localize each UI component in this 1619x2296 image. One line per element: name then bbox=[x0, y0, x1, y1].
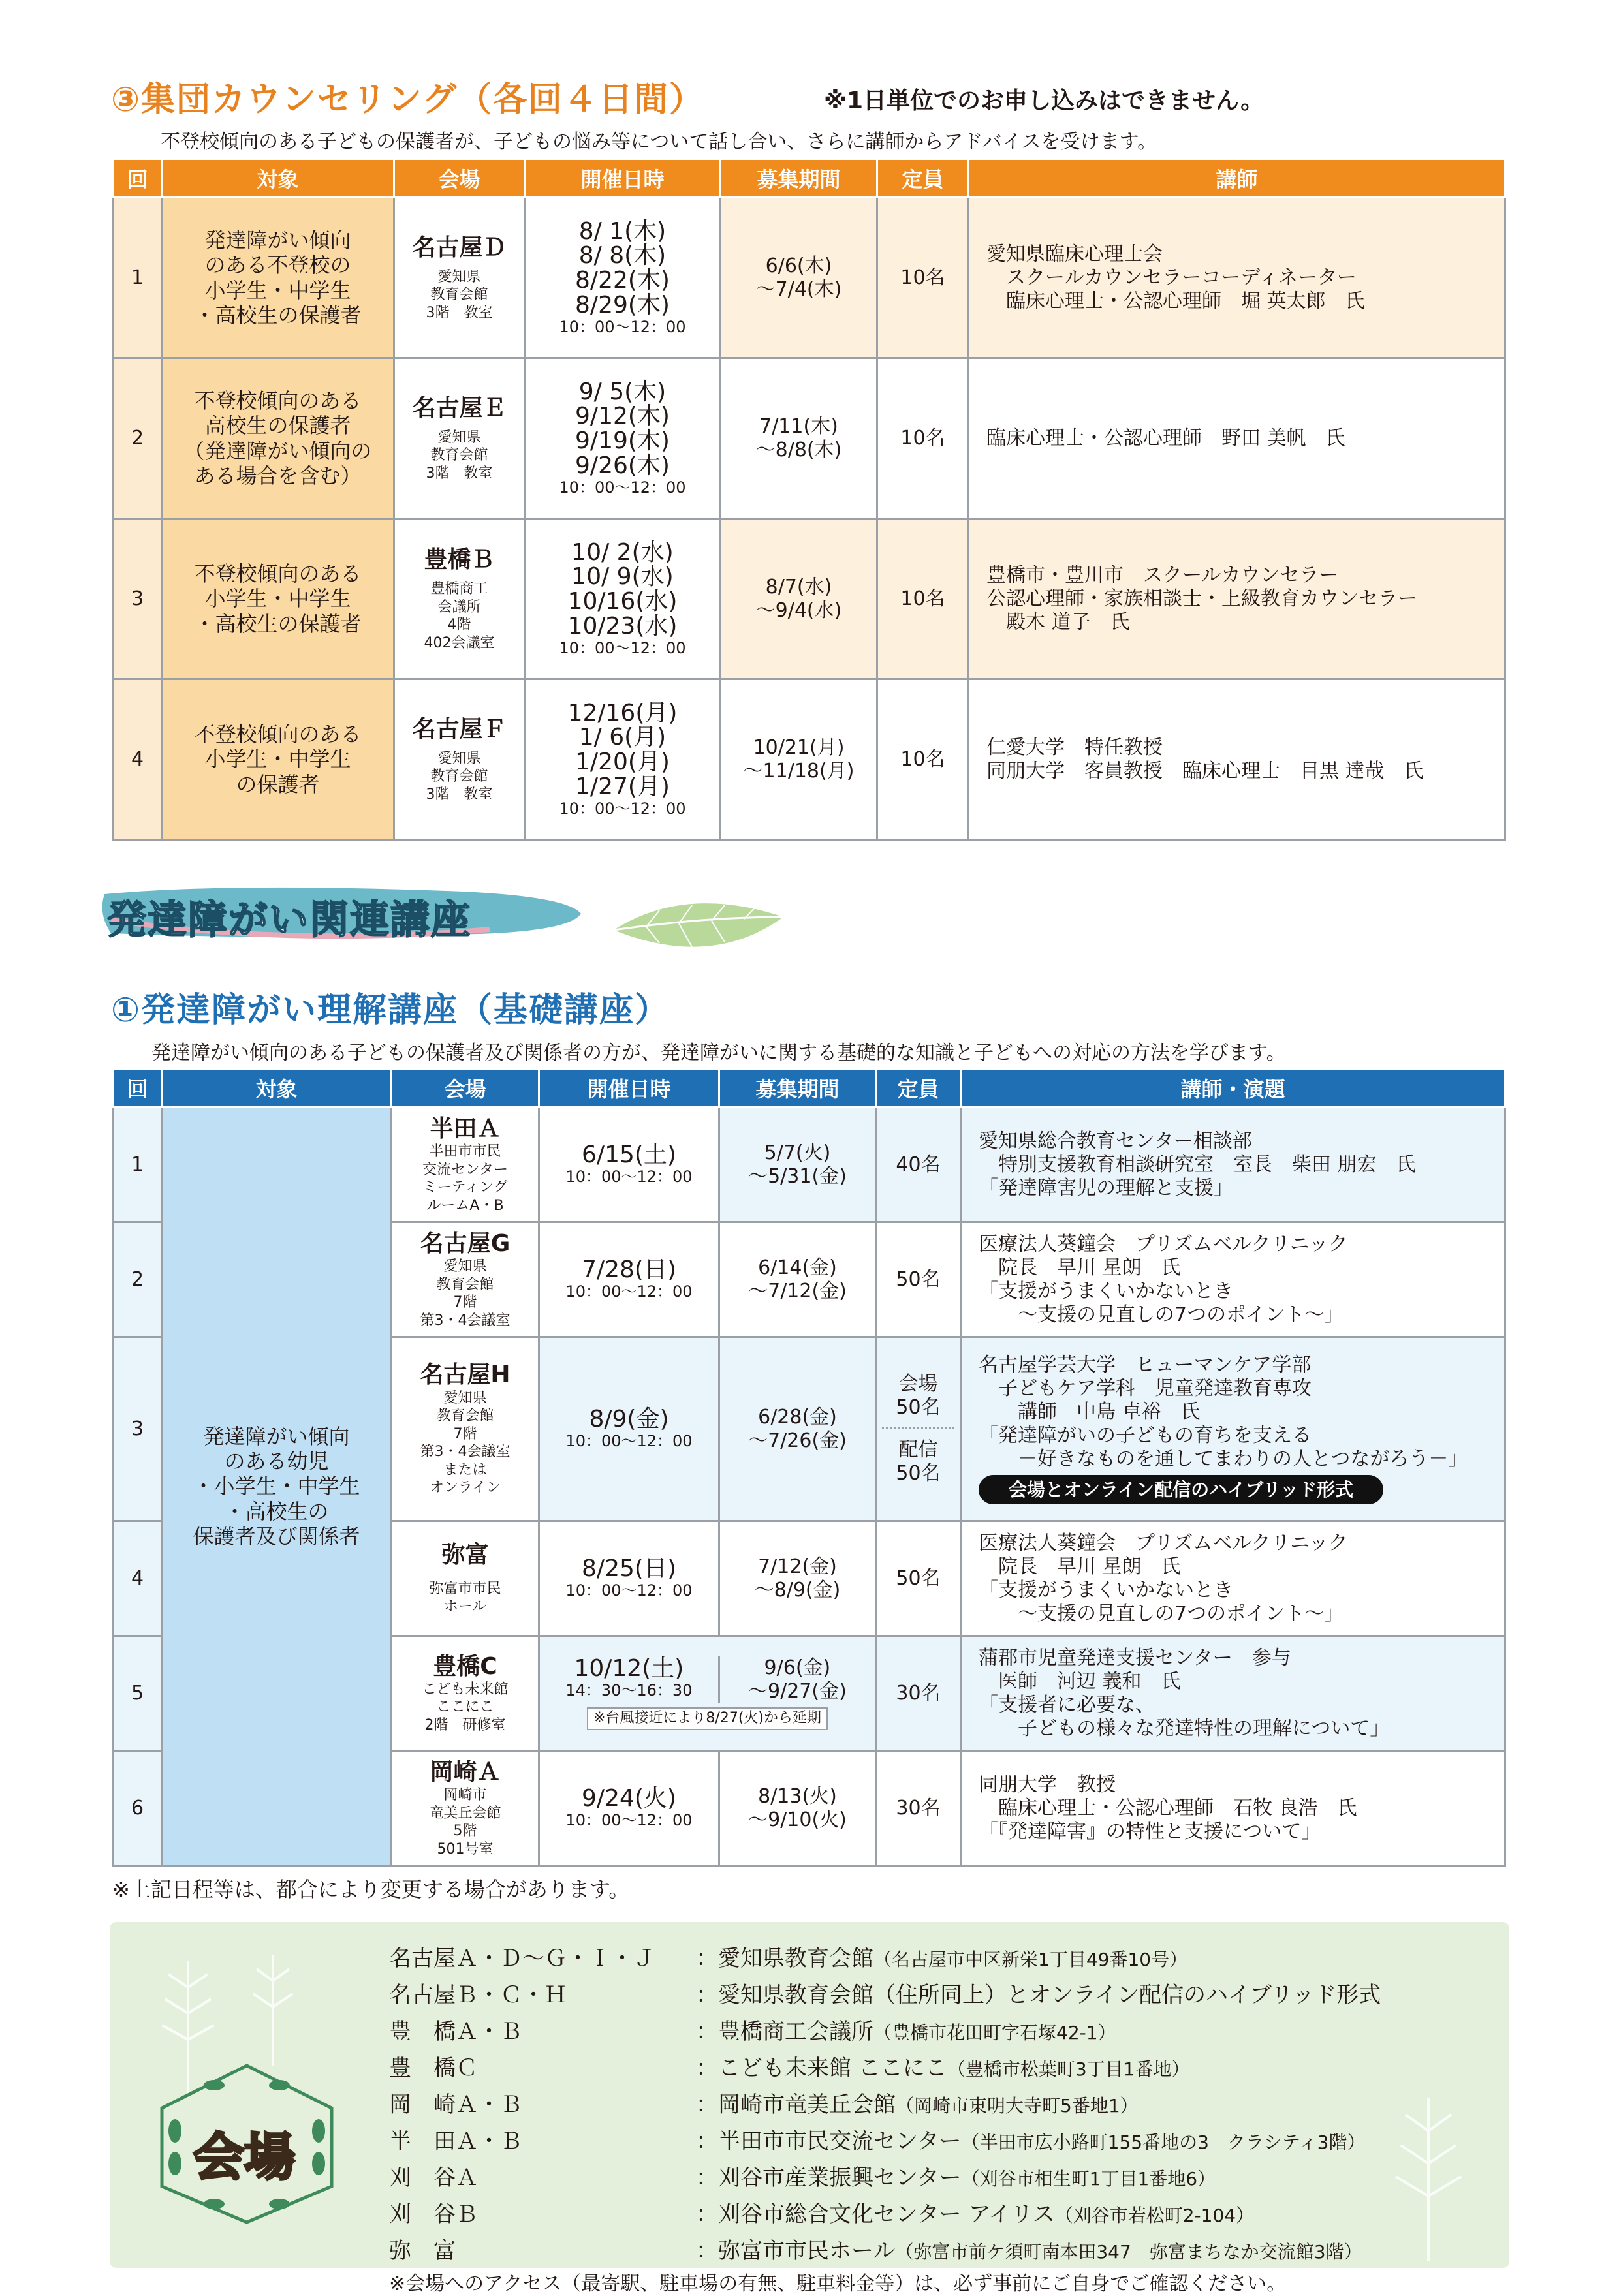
period-line: 〜11/18(月) bbox=[743, 759, 855, 783]
lecturer-cell bbox=[969, 519, 1505, 679]
capacity-line: 配信 bbox=[898, 1438, 938, 1461]
venue-line: 竜美丘会館 bbox=[429, 1805, 501, 1822]
section-title-understanding: ①発達障がい理解講座（基礎講座） bbox=[111, 991, 670, 1030]
venue-cell bbox=[394, 519, 525, 679]
venue-line: 第3・4会議室 bbox=[420, 1312, 511, 1329]
schedule-change-note: ※上記日程等は、都合により変更する場合があります。 bbox=[112, 1877, 630, 1902]
capacity-cell bbox=[876, 1337, 961, 1521]
venue-line: こども未来館 bbox=[422, 1681, 509, 1698]
header-cell: 開催日時 bbox=[539, 1069, 719, 1108]
lecturer-cell bbox=[961, 1337, 1505, 1521]
venue-line: 教育会館 bbox=[430, 447, 488, 464]
lecturer-line: 院長 早川 星朗 氏 bbox=[998, 1256, 1181, 1279]
dates-cell bbox=[539, 1337, 719, 1521]
period-line: 6/6(木) bbox=[765, 254, 832, 277]
venue-address: （豊橋市松葉町3丁目1番地） bbox=[947, 2058, 1190, 2080]
venue-key: 名古屋Ａ・Ｄ〜Ｇ・Ｉ・Ｊ bbox=[389, 1946, 655, 1972]
date-line: 6/15(土) bbox=[582, 1141, 676, 1169]
venue-line: 3階 教室 bbox=[426, 304, 493, 321]
target-line: 不登校傾向のある bbox=[194, 388, 362, 413]
venue-address: （名古屋市中区新栄1丁目49番10号） bbox=[873, 1949, 1188, 1970]
section-title-group-counseling: ③集団カウンセリング（各回４日間） bbox=[111, 80, 704, 119]
period-line: 8/7(水) bbox=[765, 575, 832, 598]
venue-value: ：刈谷市産業振興センター bbox=[696, 2165, 962, 2191]
date-line: 9/ 5(木) bbox=[578, 378, 667, 405]
header-cell: 回 bbox=[114, 1069, 162, 1108]
row-number: 5 bbox=[114, 1636, 162, 1751]
venue-cell bbox=[392, 1222, 539, 1337]
period-line: 5/7(火) bbox=[764, 1141, 831, 1164]
period-line: 7/12(金) bbox=[758, 1555, 837, 1578]
lecturer-line: 特別支援教育相談研究室 室長 柴田 朋宏 氏 bbox=[998, 1153, 1416, 1176]
venue-address: （岡崎市東明大寺町5番地1） bbox=[896, 2095, 1139, 2117]
venue-line bbox=[389, 2233, 1362, 2265]
period-cell bbox=[721, 519, 877, 679]
capacity-cell: 10名 bbox=[877, 519, 969, 679]
target-line: 小学生・中学生 bbox=[204, 277, 351, 303]
period-cell bbox=[721, 679, 877, 840]
leaf-icon bbox=[607, 891, 790, 963]
venue-line: 岡崎市 bbox=[443, 1787, 487, 1804]
target-line: の保護者 bbox=[236, 771, 320, 797]
venue-line bbox=[389, 1940, 1187, 1972]
time-text: 10：00〜12：00 bbox=[565, 1432, 693, 1450]
row-number: 1 bbox=[114, 198, 162, 358]
row-number: 4 bbox=[114, 679, 162, 840]
target-line: ある場合を含む） bbox=[194, 463, 362, 488]
lecturer-line: 「支援がうまくいかないとき bbox=[979, 1279, 1233, 1303]
time-text: 10：00〜12：00 bbox=[565, 1282, 693, 1301]
target-cell bbox=[162, 519, 394, 679]
lecturer-line: 講師 中島 卓裕 氏 bbox=[1018, 1400, 1201, 1423]
lecturer-cell bbox=[969, 679, 1505, 840]
date-line: 8/ 1(木) bbox=[578, 217, 667, 245]
capacity-cell: 10名 bbox=[877, 198, 969, 358]
period-cell bbox=[719, 1222, 876, 1337]
section-banner bbox=[98, 875, 594, 946]
date-line: 8/ 8(木) bbox=[578, 242, 667, 270]
venue-line: 愛知県 bbox=[437, 429, 481, 446]
capacity-line: 50名 bbox=[896, 1462, 941, 1485]
target-line: ・高校生の bbox=[224, 1498, 329, 1524]
period-cell bbox=[721, 198, 877, 358]
access-note: ※会場へのアクセス（最寄駅、駐車場の有無、駐車料金等）は、必ず事前にご自身でご確認ください。 bbox=[389, 2273, 1287, 2295]
period-line: 〜8/8(木) bbox=[755, 438, 842, 461]
venue-line: 愛知県 bbox=[437, 268, 481, 285]
row-number: 2 bbox=[114, 1222, 162, 1337]
venue-line: 3階 教室 bbox=[426, 786, 493, 803]
lecturer-line: 「『発達障害』の特性と支援について」 bbox=[979, 1820, 1321, 1843]
venue-line: 4階 bbox=[447, 617, 471, 634]
period-line: 〜8/9(金) bbox=[754, 1578, 841, 1602]
venue-line: 愛知県 bbox=[443, 1389, 487, 1406]
venue-label: 会場 bbox=[193, 2128, 296, 2187]
venue-value: ：愛知県教育会館 bbox=[696, 1946, 873, 1972]
venue-line: 半田市市民 bbox=[429, 1143, 501, 1160]
capacity-cell: 30名 bbox=[876, 1751, 961, 1866]
lecturer-line: 「発達障がいの子どもの育ちを支える bbox=[979, 1423, 1312, 1447]
section-intro: 発達障がい傾向のある子どもの保護者及び関係者の方が、発達障がいに関する基礎的な知識と子どもへの対応の方法を学びます。 bbox=[151, 1042, 1286, 1064]
target-line: 保護者及び関係者 bbox=[193, 1524, 360, 1549]
period-cell bbox=[721, 358, 877, 519]
time-text: 10：00〜12：00 bbox=[565, 1168, 693, 1186]
period-line: 〜9/10(火) bbox=[748, 1808, 847, 1831]
lecturer-line: 臨床心理士・公認心理師 野田 美帆 氏 bbox=[986, 426, 1345, 450]
target-line: のある不登校の bbox=[204, 253, 351, 278]
venue-line: 7階 bbox=[453, 1425, 477, 1442]
lecturer-line: 医療法人葵鐘会 プリズムベルクリニック bbox=[979, 1232, 1348, 1256]
dates-cell bbox=[525, 679, 721, 840]
venue-line: 402会議室 bbox=[424, 634, 495, 651]
venue-value: ：愛知県教育会館（住所同上）とオンライン配信のハイブリッド形式 bbox=[696, 1982, 1381, 2008]
period-line: 〜7/12(金) bbox=[748, 1279, 847, 1303]
period-cell bbox=[719, 1751, 876, 1866]
venue-cell bbox=[394, 358, 525, 519]
capacity-cell: 50名 bbox=[876, 1222, 961, 1337]
header-cell: 対象 bbox=[162, 159, 394, 198]
date-line: 8/22(木) bbox=[575, 267, 670, 294]
period-line: 〜9/4(水) bbox=[755, 598, 842, 622]
date-line: 8/9(金) bbox=[589, 1406, 669, 1433]
lecturer-line: 院長 早川 星朗 氏 bbox=[998, 1555, 1181, 1578]
venue-key: 豊 橋Ｃ bbox=[389, 2055, 478, 2081]
venue-name: 岡崎Ａ bbox=[430, 1758, 501, 1786]
table-header-row bbox=[114, 159, 1505, 198]
venue-name: 弥富 bbox=[441, 1542, 489, 1569]
header-cell: 講師・演題 bbox=[961, 1069, 1505, 1108]
lecturer-line: スクールカウンセラーコーディネーター bbox=[1006, 266, 1357, 289]
venue-line bbox=[389, 2123, 1365, 2155]
date-line: 1/20(月) bbox=[575, 749, 670, 776]
header-cell: 回 bbox=[114, 159, 162, 198]
header-cell: 募集期間 bbox=[721, 159, 877, 198]
row-number: 3 bbox=[114, 1337, 162, 1521]
venue-value: ：半田市市民交流センター bbox=[696, 2128, 962, 2154]
venue-line: 3階 教室 bbox=[426, 465, 493, 482]
venue-name: 名古屋Ｅ bbox=[412, 394, 507, 422]
venue-address: （豊橋市花田町字石塚42-1） bbox=[873, 2022, 1116, 2043]
lecturer-line: －好きなものを通してまわりの人とつながろう－」 bbox=[1018, 1447, 1468, 1470]
dates-cell bbox=[525, 358, 721, 519]
capacity-line: 会場 bbox=[898, 1373, 938, 1395]
hybrid-format-badge: 会場とオンライン配信のハイブリッド形式 bbox=[979, 1475, 1383, 1505]
venue-line bbox=[389, 2087, 1139, 2118]
postponement-note: ※台風接近により8/27(火)から延期 bbox=[587, 1707, 828, 1730]
period-line: 〜7/26(金) bbox=[748, 1429, 847, 1452]
target-cell bbox=[162, 198, 394, 358]
row-number: 3 bbox=[114, 519, 162, 679]
lecturer-line: 臨床心理士・公認心理師 堀 英太郎 氏 bbox=[1006, 289, 1365, 313]
lecturer-line: 〜支援の見直しの7つのポイント〜」 bbox=[1018, 1303, 1344, 1326]
venue-key: 豊 橋Ａ・Ｂ bbox=[389, 2019, 522, 2045]
header-cell: 講師 bbox=[969, 159, 1505, 198]
capacity-cell: 10名 bbox=[877, 358, 969, 519]
dates-cell bbox=[539, 1521, 719, 1636]
period-line: 〜5/31(金) bbox=[748, 1164, 847, 1188]
venue-cell bbox=[394, 679, 525, 840]
target-line: 高校生の保護者 bbox=[204, 413, 351, 439]
header-cell: 定員 bbox=[876, 1069, 961, 1108]
lecturer-line: 名古屋学芸大学 ヒューマンケア学部 bbox=[979, 1353, 1312, 1376]
date-line: 10/23(水) bbox=[567, 612, 678, 640]
period-line: 6/14(金) bbox=[758, 1256, 837, 1279]
lecturer-cell bbox=[961, 1108, 1505, 1222]
lecturer-line: 同朋大学 客員教授 臨床心理士 目黒 達哉 氏 bbox=[986, 759, 1424, 783]
venue-key: 刈 谷Ｂ bbox=[389, 2201, 478, 2227]
period-line: 〜9/27(金) bbox=[748, 1680, 847, 1703]
lecturer-line: 子どもの様々な発達特性の理解について」 bbox=[1018, 1716, 1390, 1740]
row-number: 1 bbox=[114, 1108, 162, 1222]
venue-cell bbox=[394, 198, 525, 358]
date-line: 10/16(水) bbox=[567, 588, 678, 615]
venue-cell bbox=[392, 1337, 539, 1521]
lecturer-cell bbox=[961, 1222, 1505, 1337]
row-number: 4 bbox=[114, 1521, 162, 1636]
venue-cell bbox=[392, 1751, 539, 1866]
period-line: 6/28(金) bbox=[758, 1405, 837, 1429]
venue-line: 教育会館 bbox=[436, 1408, 494, 1425]
target-line: 発達障がい傾向 bbox=[204, 227, 351, 253]
date-line: 9/26(木) bbox=[575, 452, 670, 479]
venue-line: 501号室 bbox=[437, 1840, 494, 1857]
venue-key: 刈 谷Ａ bbox=[389, 2165, 478, 2191]
lecturer-line: 同朋大学 教授 bbox=[979, 1773, 1116, 1796]
banner-title: 発達障がい関連講座 bbox=[107, 897, 471, 943]
venue-address: （刈谷市若松町2-104） bbox=[1054, 2205, 1255, 2226]
venue-name: 半田Ａ bbox=[430, 1115, 501, 1142]
table-row bbox=[114, 1108, 1505, 1222]
venue-address: （弥富市前ケ須町南本田347 弥富まちなか交流館3階） bbox=[895, 2241, 1362, 2263]
header-cell: 対象 bbox=[162, 1069, 392, 1108]
venue-address: （半田市広小路町155番地の3 クラシティ3階） bbox=[961, 2132, 1366, 2153]
header-cell: 定員 bbox=[877, 159, 969, 198]
lecturer-line: 蒲郡市児童発達支援センター 参与 bbox=[979, 1646, 1291, 1669]
venue-line: ここにこ bbox=[436, 1699, 494, 1716]
dates-cell bbox=[525, 198, 721, 358]
time-text: 10：00〜12：00 bbox=[559, 799, 686, 818]
time-text: 10：00〜12：00 bbox=[559, 478, 686, 497]
target-line: 発達障がい傾向 bbox=[203, 1423, 350, 1449]
time-text: 10：00〜12：00 bbox=[565, 1811, 693, 1829]
dates-cell bbox=[539, 1108, 719, 1222]
lecturer-line: 仁愛大学 特任教授 bbox=[986, 736, 1163, 759]
period-line: 7/11(木) bbox=[759, 414, 838, 438]
tree-decoration-icon bbox=[1350, 2085, 1507, 2268]
lecturer-cell bbox=[969, 198, 1505, 358]
date-line: 9/24(火) bbox=[582, 1785, 676, 1812]
capacity-cell: 10名 bbox=[877, 679, 969, 840]
period-line: 9/6(金) bbox=[764, 1656, 831, 1680]
venue-name: 名古屋G bbox=[420, 1230, 511, 1257]
venue-value: ：岡崎市竜美丘会館 bbox=[696, 2092, 896, 2118]
header-cell: 会場 bbox=[392, 1069, 539, 1108]
target-cell bbox=[162, 1108, 392, 1866]
venue-line: 教育会館 bbox=[430, 287, 488, 303]
date-line: 10/ 9(水) bbox=[571, 563, 674, 591]
lecturer-line: 医療法人葵鐘会 プリズムベルクリニック bbox=[979, 1531, 1348, 1555]
period-cell bbox=[719, 1337, 876, 1521]
lecturer-line: 〜支援の見直しの7つのポイント〜」 bbox=[1018, 1602, 1344, 1625]
venue-cell bbox=[392, 1636, 539, 1751]
table-row bbox=[114, 519, 1505, 679]
date-line: 8/29(木) bbox=[575, 291, 670, 318]
venue-line bbox=[389, 2160, 1216, 2192]
time-text: 10：00〜12：00 bbox=[559, 638, 686, 657]
table-row bbox=[114, 198, 1505, 358]
period-cell bbox=[719, 1108, 876, 1222]
venue-line bbox=[389, 2050, 1189, 2082]
target-line: のある幼児 bbox=[224, 1448, 329, 1474]
venue-line: 愛知県 bbox=[437, 750, 481, 767]
venue-cell bbox=[392, 1108, 539, 1222]
header-cell: 会場 bbox=[394, 159, 525, 198]
target-line: 小学生・中学生 bbox=[204, 747, 351, 772]
venue-cell bbox=[392, 1521, 539, 1636]
date-line: 10/12(土) bbox=[574, 1655, 684, 1683]
target-cell bbox=[162, 679, 394, 840]
period-cell bbox=[719, 1521, 876, 1636]
dates-cell bbox=[525, 519, 721, 679]
target-cell bbox=[162, 358, 394, 519]
lecturer-line: 「発達障害児の理解と支援」 bbox=[979, 1176, 1233, 1200]
venue-line: 会議所 bbox=[437, 598, 481, 615]
venue-line: 弥富市市民 bbox=[429, 1580, 501, 1597]
target-line: ・高校生の保護者 bbox=[194, 302, 362, 328]
venue-line: 教育会館 bbox=[430, 768, 488, 785]
period-line: 〜7/4(木) bbox=[755, 277, 842, 301]
period-line: 8/13(火) bbox=[758, 1784, 837, 1808]
venue-key: 岡 崎Ａ・Ｂ bbox=[389, 2092, 522, 2118]
lecturer-line: 「支援者に必要な、 bbox=[979, 1693, 1155, 1716]
lecturer-line: 子どもケア学科 児童発達教育専攻 bbox=[998, 1376, 1312, 1400]
table-row bbox=[114, 358, 1505, 519]
capacity-cell: 40名 bbox=[876, 1108, 961, 1222]
venue-line: 第3・4会議室 bbox=[420, 1444, 511, 1461]
dates-period-cell bbox=[539, 1636, 876, 1751]
venue-address: （刈谷市相生町1丁目1番地6） bbox=[961, 2168, 1216, 2190]
lecturer-cell bbox=[961, 1636, 1505, 1751]
target-line: ・高校生の保護者 bbox=[194, 611, 362, 636]
lecturer-cell bbox=[961, 1751, 1505, 1866]
venue-name: 名古屋H bbox=[420, 1361, 511, 1389]
venue-line: 5階 bbox=[453, 1823, 477, 1840]
venue-value: ：弥富市市民ホール bbox=[696, 2238, 896, 2264]
target-line: 不登校傾向のある bbox=[194, 561, 362, 586]
venue-value: ：こども未来館 ここにこ bbox=[696, 2055, 947, 2081]
target-line: 小学生・中学生 bbox=[204, 586, 351, 612]
venue-line: ホール bbox=[443, 1598, 487, 1615]
capacity-cell: 50名 bbox=[876, 1521, 961, 1636]
date-line: 1/27(月) bbox=[575, 773, 670, 800]
header-cell: 開催日時 bbox=[525, 159, 721, 198]
date-line: 7/28(日) bbox=[582, 1256, 676, 1284]
venue-line: 2階 研修室 bbox=[424, 1716, 506, 1733]
venue-name: 名古屋Ｆ bbox=[412, 715, 507, 743]
lecturer-line: 「支援がうまくいかないとき bbox=[979, 1578, 1233, 1602]
time-text: 14：30〜16：30 bbox=[565, 1681, 693, 1700]
target-line: 不登校傾向のある bbox=[194, 721, 362, 747]
venue-key: 半 田Ａ・Ｂ bbox=[389, 2128, 522, 2154]
venue-line: 交流センター bbox=[422, 1161, 509, 1178]
lecturer-cell bbox=[961, 1521, 1505, 1636]
venue-line bbox=[389, 2196, 1254, 2228]
target-line: ・小学生・中学生 bbox=[193, 1474, 360, 1499]
lecturer-line: 愛知県臨床心理士会 bbox=[986, 242, 1163, 266]
venue-key: 弥 富 bbox=[389, 2238, 456, 2264]
row-number: 6 bbox=[114, 1751, 162, 1866]
venue-key: 名古屋Ｂ・Ｃ・Ｈ bbox=[389, 1982, 567, 2008]
lecturer-line: 臨床心理士・公認心理師 石牧 良浩 氏 bbox=[998, 1796, 1357, 1820]
time-text: 10：00〜12：00 bbox=[559, 317, 686, 336]
date-line: 12/16(月) bbox=[567, 699, 678, 726]
venue-line bbox=[389, 1977, 1381, 2009]
time-text: 10：00〜12：00 bbox=[565, 1581, 693, 1600]
venue-name: 豊橋C bbox=[433, 1652, 497, 1680]
dates-cell bbox=[539, 1222, 719, 1337]
lecturer-line: 公認心理師・家族相談士・上級教育カウンセラー bbox=[986, 587, 1417, 610]
venue-line: オンライン bbox=[429, 1480, 501, 1497]
lecturer-cell bbox=[969, 358, 1505, 519]
understanding-course-table bbox=[112, 1068, 1506, 1867]
venue-line: 愛知県 bbox=[443, 1258, 487, 1275]
venue-name: 豊橋Ｂ bbox=[424, 546, 495, 573]
capacity-cell: 30名 bbox=[876, 1636, 961, 1751]
table-row bbox=[114, 679, 1505, 840]
venue-name: 名古屋Ｄ bbox=[412, 234, 507, 261]
group-counseling-table bbox=[112, 158, 1506, 841]
row-number: 2 bbox=[114, 358, 162, 519]
date-line: 9/19(木) bbox=[575, 427, 670, 455]
dates-cell bbox=[539, 1751, 719, 1866]
venue-line: 7階 bbox=[453, 1294, 477, 1311]
lecturer-line: 愛知県総合教育センター相談部 bbox=[979, 1129, 1252, 1153]
date-line: 10/ 2(水) bbox=[571, 538, 674, 566]
venue-line: 教育会館 bbox=[436, 1276, 494, 1293]
lecturer-line: 医師 河辺 義和 氏 bbox=[998, 1669, 1181, 1693]
date-line: 9/12(木) bbox=[575, 403, 670, 430]
venue-info-box bbox=[110, 1922, 1509, 2268]
lecturer-line: 豊橋市・豊川市 スクールカウンセラー bbox=[986, 563, 1339, 587]
venue-line: または bbox=[443, 1461, 487, 1478]
capacity-line: 50名 bbox=[896, 1396, 941, 1419]
date-line: 1/ 6(月) bbox=[578, 724, 667, 751]
lecturer-line: 殿木 道子 氏 bbox=[1006, 610, 1130, 634]
venue-line: 豊橋商工 bbox=[430, 581, 488, 598]
venue-line: ミーティング bbox=[422, 1179, 508, 1196]
period-line: 10/21(月) bbox=[753, 736, 845, 759]
application-note: ※1日単位でのお申し込みはできません。 bbox=[824, 87, 1265, 114]
venue-value: ：豊橋商工会議所 bbox=[696, 2019, 873, 2045]
venue-line: ルームA・B bbox=[426, 1197, 504, 1214]
target-line: （発達障がい傾向の bbox=[183, 438, 372, 463]
date-line: 8/25(日) bbox=[582, 1555, 676, 1583]
table-header-row bbox=[114, 1069, 1505, 1108]
venue-line bbox=[389, 2013, 1116, 2045]
section-intro: 不登校傾向のある子どもの保護者が、子どもの悩み等について話し合い、さらに講師からアドバイスを受けます。 bbox=[161, 131, 1157, 153]
venue-value: ：刈谷市総合文化センター アイリス bbox=[696, 2201, 1055, 2227]
header-cell: 募集期間 bbox=[719, 1069, 876, 1108]
